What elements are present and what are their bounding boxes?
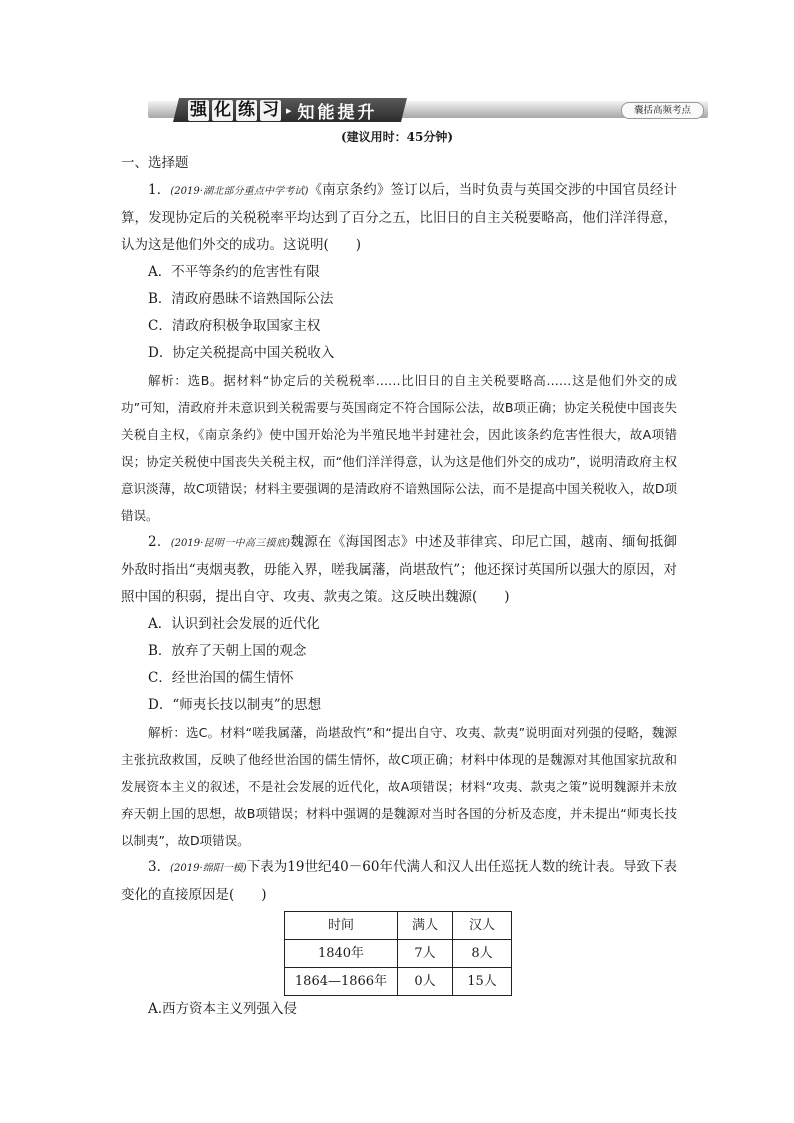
table-header: 汉人 [453, 912, 512, 940]
banner-title: 知能提升 [297, 102, 378, 123]
section-banner [148, 98, 708, 122]
question-number: 3． [148, 859, 171, 875]
question-1 [121, 177, 677, 259]
table-cell: 8人 [453, 940, 512, 968]
option-c: C．清政府积极争取国家主权 [148, 318, 321, 334]
table-cell: 1840年 [285, 940, 398, 968]
table-cell: 15人 [453, 968, 512, 996]
table-cell: 1864—1866年 [285, 968, 398, 996]
question-source: (2019·绵阳一模) [170, 863, 247, 874]
option-b: B．放弃了天朝上国的观念 [148, 643, 307, 659]
question-source: (2019·昆明一中高三摸底) [170, 538, 291, 549]
governor-stats-table [284, 911, 512, 996]
banner-char: 练 [238, 99, 255, 120]
banner-char: 化 [214, 99, 231, 120]
question-source: (2019·湖北部分重点中学考试) [170, 186, 309, 197]
banner-char: 强 [190, 99, 207, 120]
option-a: A．认识到社会发展的近代化 [148, 616, 320, 632]
question-stem: 《南京条约》签订以后，当时负责与英国交涉的中国官员经计算，发现协定后的关税税率平均达到了百分之五，比旧日的自主关税要略高，他们洋洋得意，认为这是他们外交的成功。这说明( ) [121, 182, 677, 253]
question-2 [121, 529, 677, 611]
banner-title-group [188, 98, 378, 122]
question-3 [121, 854, 677, 909]
section-heading: 一、选择题 [121, 155, 189, 171]
table-cell: 7人 [398, 940, 453, 968]
option-b: B．清政府愚昧不谙熟国际公法 [148, 291, 334, 307]
option-d: D．“师夷长技以制夷”的思想 [148, 697, 322, 713]
table-header: 时间 [285, 912, 398, 940]
question-content [121, 150, 677, 1023]
table-header: 满人 [398, 912, 453, 940]
table-cell: 0人 [398, 968, 453, 996]
table-row [285, 968, 512, 996]
arrow-right-icon: ▸ [286, 103, 292, 117]
option-a: A.西方资本主义列强入侵 [148, 1001, 298, 1017]
banner-char: 习 [262, 99, 279, 120]
question-stem: 魏源在《海国图志》中述及菲律宾、印尼亡国，越南、缅甸抵御外敌时指出“夷烟夷教，毋能入界，嗟我属藩，尚堪敌忾”；他还探讨英国所以强大的原因，对照中国的积弱，提出自守、攻夷、款夷之策。这反映出魏源( ) [121, 534, 677, 605]
question-number: 2． [148, 534, 171, 550]
time-suggestion: (建议用时：45分钟) [340, 130, 454, 144]
option-d: D．协定关税提高中国关税收入 [148, 345, 335, 361]
option-a: A．不平等条约的危害性有限 [148, 264, 320, 280]
question-stem: 下表为19世纪40－60年代满人和汉人出任巡抚人数的统计表。导致下表变化的直接原因是( ) [121, 859, 677, 903]
table-row [285, 940, 512, 968]
answer-analysis: 解析：选C。材料“嗟我属藩，尚堪敌忾”和“提出自守、攻夷、款夷”说明面对列强的侵略，魏源主张抗敌救国，反映了他经世治国的儒生情怀，故C项正确；材料中体现的是魏源对其他国家抗敌和发展资本主义的叙述，不是社会发展的近代化，故A项错误；材料“攻夷、款夷之策”说明魏源并未放弃天朝上国的思想，故B项错误；材料中强调的是魏源对当时各国的分析及态度，并未提出“师夷长技以制夷”，故D项错误。 [121, 725, 677, 848]
option-c: C．经世治国的儒生情怀 [148, 670, 294, 686]
table-header-row [285, 912, 512, 940]
banner-tag: 囊括高频考点 [621, 102, 704, 119]
question-number: 1． [148, 182, 171, 198]
answer-analysis: 解析：选B。据材料“协定后的关税税率……比旧日的自主关税要略高……这是他们外交的成功”可知，清政府并未意识到关税需要与英国商定不符合国际公法，故B项正确；协定关税使中国丧失关税自主权，《南京条约》使中国开始沦为半殖民地半封建社会，因此该条约危害性很大，故A项错误；协定关税使中国丧失关税主权，而“他们洋洋得意，认为这是他们外交的成功”，说明清政府主权意识淡薄，故C项错误；材料主要强调的是清政府不谙熟国际公法，而不是提高中国关税收入，故D项错误。 [121, 373, 677, 523]
